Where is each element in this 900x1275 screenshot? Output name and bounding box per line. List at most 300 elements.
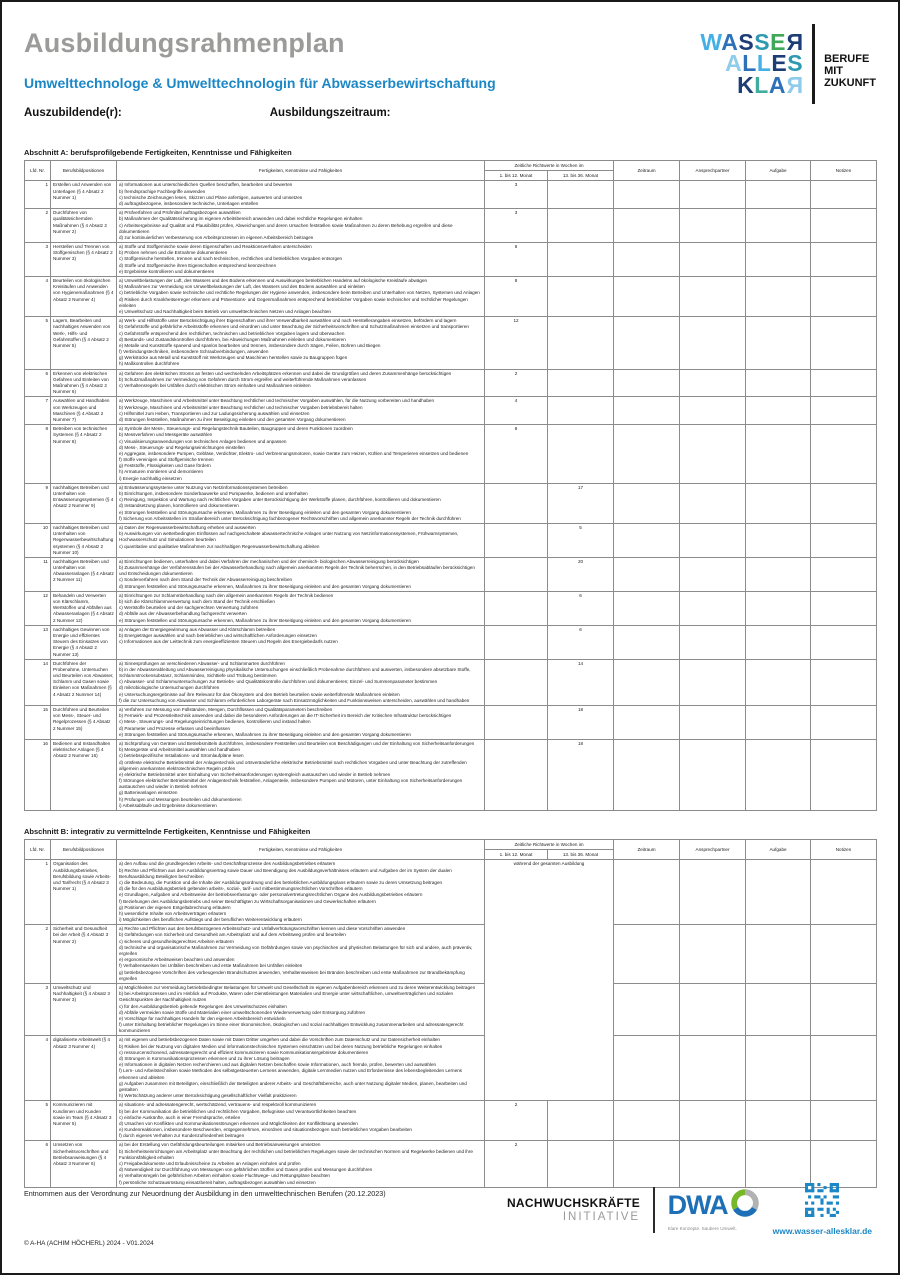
notizen-cell [811, 706, 877, 740]
weeks-first-year [485, 557, 548, 591]
ansprechpartner-cell [680, 983, 746, 1036]
skill-item: f) Stoffe vereinigen und Stoffgemische trennen [119, 457, 214, 463]
row-number: 2 [25, 925, 51, 984]
table-row [25, 523, 877, 557]
col-header-time-2: 13. bis 36. Monat [548, 850, 614, 860]
weeks-first-year [485, 523, 548, 557]
skill-item: b) Auswirkungen von wetterbedingten Einflüssen auf nachgeschaltete abwassertechnische Anlagen unter Nutzung von Netzinformationssystemen, Frühwarnsystemen, Hochwasserschutz und Simulationen beurteilen [119, 531, 459, 543]
row-number: 6 [25, 369, 51, 397]
weeks-later-years: 6 [548, 625, 614, 659]
weeks-first-year: 2 [485, 1141, 548, 1187]
skill-item: g) betriebsbezogene Vorschriften des vorbeugenden Brandschutzes anwenden, Verhaltensweisen bei Bränden beschreiben und erste Maßnahmen zur Brandbekämpfung ergreifen [119, 969, 465, 981]
row-number: 5 [25, 1101, 51, 1141]
ansprechpartner-cell [680, 369, 746, 397]
skill-item: a) bei der Erstellung von Gefährdungsbeurteilungen mitwirken und Betriebsanweisungen umsetzen [119, 1142, 321, 1148]
position-title: Bedienen und Instandhalten elektrischer Anlagen (§ 4 Absatz 2 Nummer 16) [51, 739, 117, 810]
training-period-label: Ausbildungszeitraum: [269, 107, 391, 119]
aufgabe-cell [746, 1036, 811, 1101]
logo-letter: E [771, 50, 788, 77]
skill-item: g) Aufgaben zusammen mit Beteiligten, einschließlich der Beteiligten anderer Arbeits- und Geschäftsbereiche, auch unter Nutzung digitaler Medien, planen, bearbeiten und gestalten [119, 1080, 467, 1092]
logo-letter: S [787, 50, 804, 77]
skill-item: i) Energie nachhaltig einsetzen [119, 475, 182, 481]
skills-list [117, 523, 485, 557]
position-title: nachhaltiges Betreiben und Unterhalten von Entwässerungssystemen (§ 4 Absatz 2 Nummer 9) [51, 483, 117, 523]
position-title: Betreiben von technischen Systemen (§ 4 Absatz 2 Nummer 8) [51, 425, 117, 484]
page-title: Ausbildungsrahmenplan [24, 28, 345, 58]
logo-letter: K [737, 71, 755, 98]
table-row [25, 706, 877, 740]
table-row [25, 739, 877, 810]
weeks-first-year: 2 [485, 1101, 548, 1141]
skills-list [117, 625, 485, 659]
skill-item: i) Möglichkeiten des beruflichen Aufstiegs und der beruflichen Weiterentwicklung erläutern [119, 917, 302, 923]
notizen-cell [811, 1101, 877, 1141]
initiative-line-2: INITIATIVE [562, 1211, 641, 1223]
row-number: 4 [25, 1036, 51, 1101]
logo-letter: W [700, 28, 722, 55]
skill-item: d) zur kontinuierlichen Verbesserung von Arbeitsprozessen im eigenen Arbeitsbereich beitragen [119, 234, 314, 240]
skill-item: e) elektrische Betriebsmittel unter Einhaltung von Sicherheitsanforderungen systemgleich austauschen und wieder in Betrieb nehmen [119, 771, 391, 777]
aufgabe-cell [746, 397, 811, 425]
zeitraum-cell [614, 397, 680, 425]
skill-item: c) Stoffgemische herstellen, trennen und nach technischen, rechtlichen und betrieblichen Vorgaben entsorgen [119, 256, 343, 262]
row-number: 10 [25, 523, 51, 557]
table-row [25, 625, 877, 659]
aufgabe-cell [746, 983, 811, 1036]
skill-item: c) sicheres und gesundheitsgerechtes Arbeiten erläutern [119, 938, 234, 944]
website-block [773, 1183, 872, 1236]
ansprechpartner-cell [680, 243, 746, 277]
notizen-cell [811, 209, 877, 243]
skills-list [117, 277, 485, 317]
col-header-time-1: 1. bis 12. Monat [485, 850, 548, 860]
weeks-first-year: 8 [485, 425, 548, 484]
weeks-later-years: 5 [548, 523, 614, 557]
skill-item: c) Freigabedokumente und Erlaubnisscheine zu Arbeiten an Anlagen einholen und prüfen [119, 1161, 301, 1166]
notizen-cell [811, 557, 877, 591]
ansprechpartner-cell [680, 483, 746, 523]
skill-item: b) Rechte und Pflichten aus dem Ausbildungsvertrag sowie Dauer und Beendigung des Ausbildungsverhältnisses erläutern und Aufgaben der im System der dualen Berufsausbildung Beteiligten beschreiben [119, 867, 452, 879]
skill-item: h) Armaturen montieren und demontieren [119, 469, 204, 475]
skill-item: g) Positionen der eigenen Entgeltabrechnung erläutern [119, 904, 231, 910]
position-title: Lagern, Bearbeiten und nachhaltiges Anwenden von Werk-, Hilfs- und Gefahrstoffen (§ 4 Absatz 2 Nummer 5) [51, 317, 117, 370]
skill-item: e) Störungen feststellen und Störungsursache erkennen, Maßnahmen zu ihrer Beseitigung einleiten und den gesamten Vorgang dokumentieren [119, 617, 411, 623]
skills-list [117, 706, 485, 740]
skills-list [117, 397, 485, 425]
skill-item: a) situations- und adressatengerecht, wertschätzend, vertrauens- und respektvoll kommunizieren [119, 1102, 317, 1108]
weeks-first-year [485, 659, 548, 705]
skill-item: a) Daten der Regenwasserbewirtschaftung erheben und auswerten [119, 524, 256, 530]
section-b-table [24, 839, 877, 1188]
skill-item: e) Aggregate, insbesondere Pumpen, Gebläse, Verdichter, Elektro- und Verbrennungsmotoren, sowie Geräte zum Heizen, Kühlen und Temperieren einsetzen und bedienen [119, 450, 469, 456]
position-title: Durchführen der Probenahme, Untersuchen und Beurteilen von Abwasser, Schlamm und Gasen sowie Einleiten von Maßnahmen (§ 4 Absatz 2 Nummer 14) [51, 659, 117, 705]
skill-item: c) betriebsspezifische Installations- und Stromlaufpläne lesen [119, 753, 244, 759]
skill-item: e) ergonomische Arbeitsweisen beachten und anwenden [119, 957, 235, 963]
aufgabe-cell [746, 317, 811, 370]
zeitraum-cell [614, 317, 680, 370]
ansprechpartner-cell [680, 860, 746, 925]
skills-list [117, 659, 485, 705]
skills-list [117, 1101, 485, 1141]
weeks-later-years: 18 [548, 739, 614, 810]
weeks-later-years: 14 [548, 659, 614, 705]
position-title: Umweltschutz und Nachhaltigkeit (§ 4 Absatz 3 Nummer 3) [51, 983, 117, 1036]
notizen-cell [811, 397, 877, 425]
notizen-cell [811, 983, 877, 1036]
skills-list [117, 739, 485, 810]
skill-item: f) persönliche Schutzausrüstung einsatzbereit halten, auftragsbezogen auswählen und einsetzen [119, 1179, 316, 1185]
ansprechpartner-cell [680, 209, 746, 243]
weeks-first-year [485, 625, 548, 659]
skill-item: d) Störungen feststellen, Maßnahmen zu ihrer Beseitigung einleiten und den gesamten Vorgang dokumentieren [119, 416, 346, 422]
skills-list [117, 317, 485, 370]
notizen-cell [811, 243, 877, 277]
position-title: digitalisierte Arbeitswelt (§ 4 Absatz 3 Nummer 4) [51, 1036, 117, 1101]
notizen-cell [811, 860, 877, 925]
skill-item: c) technische Zeichnungen lesen, Skizzen und Pläne anfertigen, auswerten und umsetzen [119, 194, 303, 200]
aufgabe-cell [746, 209, 811, 243]
weeks-first-year: 3 [485, 181, 548, 209]
skill-item: d) ortsfeste elektrische Betriebsmittel der Anlagentechnik und ortsveränderliche elektrische Betriebsmittel nach rechtlichen Vorgaben und unter Beachtung der zutreffenden allgemein anerkannten elektrotechnischen Regeln prüfen [119, 759, 467, 771]
aufgabe-cell [746, 1101, 811, 1141]
table-row [25, 317, 877, 370]
skill-item: d) Stoffe und Stoffgemische ihren Eigenschaften entsprechend kennzeichnen [119, 262, 277, 268]
weeks-later-years [548, 1101, 614, 1141]
position-title: Behandeln und Verwerten von Klärschlamm, Wertstoffen und Abfällen aus Abwasseranlagen (§ 4 Absatz 2 Nummer 12) [51, 591, 117, 625]
skill-item: c) quantitative und qualitative Maßnahmen zur nachhaltigen Regenwasserbewirtschaftung ableiten [119, 543, 320, 549]
nachwuchskraefte-initiative-logo [507, 1196, 640, 1223]
notizen-cell [811, 625, 877, 659]
notizen-cell [811, 369, 877, 397]
dwa-wordmark-row [668, 1188, 760, 1223]
skill-item: d) Ursachen von Konflikten und Kommunikationsstörungen erkennen und Möglichkeiten der Konfliktlösung anwenden [119, 1120, 358, 1126]
skill-item: e) Ergebnisse kontrollieren und dokumentieren [119, 268, 215, 274]
skill-item: d) Mess-, Steuerungs- und Regelungseinrichtungen einstellen [119, 444, 245, 450]
logo-letter: R [785, 28, 804, 55]
skill-item: a) Werk- und Hilfsstoffe unter Berücksichtigung ihrer Eigenschaften und ihrer Verwendbarkeit auswählen und nach Herstellerangaben einsetzen, befördern und lagern [119, 318, 457, 324]
skill-item: a) mit eigenen und betriebsbezogenen Daten sowie mit Daten Dritter umgehen und dabei die Vorschriften zum Datenschutz und zur Datensicherheit einhalten [119, 1037, 440, 1043]
aufgabe-cell [746, 425, 811, 484]
zeitraum-cell [614, 860, 680, 925]
skills-list [117, 557, 485, 591]
logo-letter: L [754, 71, 769, 98]
skill-item: c) Hilfsmittel zum Heben, Transportieren und zur Ladungssicherung auswählen und einsetzen [119, 410, 310, 416]
skill-item: f) Beziehungen des Ausbildungsbetriebs und seiner Beschäftigten zu Wirtschaftsorganisationen und Gewerkschaften erläutern [119, 898, 376, 904]
aufgabe-cell [746, 659, 811, 705]
skill-item: d) Parameter und Prozesse erfassen und beeinflussen [119, 725, 231, 731]
weeks-first-year [485, 591, 548, 625]
skill-item: c) Visualisierungsanwendungen von technischen Anlagen bedienen und anpassen [119, 438, 287, 444]
row-number: 16 [25, 739, 51, 810]
col-header-time-group: Zeitliche Richtwerte in Wochen im [485, 161, 614, 171]
zeitraum-cell [614, 925, 680, 984]
skill-item: b) Werkzeuge, Maschinen und Arbeitsmittel unter Beachtung rechtlicher und technischer Vorgaben betriebsbereit halten [119, 404, 363, 410]
col-header-aufgabe: Aufgabe [746, 161, 811, 181]
skill-item: a) Gefahren des elektrischen Stroms an festen und wechselnden Arbeitsplätzen erkennen und dabei die Grundgrößen und deren Zusammenhänge berücksichtigen [119, 370, 452, 376]
table-row [25, 925, 877, 984]
skill-item: h) Wertschätzung anderer unter Berücksichtigung gesellschaftlicher Vielfalt praktizieren [119, 1093, 297, 1099]
aufgabe-cell [746, 625, 811, 659]
skills-list [117, 425, 485, 484]
notizen-cell [811, 483, 877, 523]
skill-item: a) Anlagen der Energiegewinnung aus Abwasser und Klärschlamm betreiben [119, 626, 276, 632]
col-header-skills: Fertigkeiten, Kenntnisse und Fähigkeiten [117, 161, 485, 181]
ansprechpartner-cell [680, 181, 746, 209]
weeks-later-years [548, 369, 614, 397]
skill-item: b) Gefährdungen von Sicherheit und Gesundheit am Arbeitsplatz und auf dem Arbeitsweg prüfen und beurteilen [119, 932, 346, 938]
weeks-later-years: 20 [548, 557, 614, 591]
notizen-cell [811, 277, 877, 317]
aufgabe-cell [746, 557, 811, 591]
skill-item: h) Prüfungen und Messungen beurteilen und dokumentieren [119, 796, 242, 802]
col-header-ansprechpartner: Ansprechpartner [680, 840, 746, 860]
ansprechpartner-cell [680, 557, 746, 591]
zeitraum-cell [614, 739, 680, 810]
skill-item: c) Sonderverfahren nach dem Stand der Technik der Abwasserreinigung beschreiben [119, 577, 293, 583]
weeks-later-years [548, 397, 614, 425]
skill-item: b) Maßnahmen der Qualitätssicherung im eigenen Arbeitsbereich anwenden und dabei rechtliche Regelungen einhalten [119, 216, 363, 222]
skill-item: e) Informationen in digitalen Netzen recherchieren und aus digitalen Netzen beschaffen sowie Informationen, auch fremde, prüfen, bewerten und auswählen [119, 1062, 437, 1068]
logo-wordmark [700, 28, 804, 98]
weeks-first-year [485, 706, 548, 740]
col-header-time-2: 13. bis 36. Monat [548, 171, 614, 181]
weeks-first-year: 3 [485, 209, 548, 243]
skill-item: i) Arbeitsabläufe und Ergebnisse dokumentieren [119, 802, 217, 808]
table-row [25, 209, 877, 243]
logo-letter: R [785, 71, 804, 98]
page-subtitle: Umwelttechnologe & Umwelttechnologin für Abwasserbewirtschaftung [24, 75, 496, 91]
zeitraum-cell [614, 625, 680, 659]
notizen-cell [811, 181, 877, 209]
skills-list [117, 860, 485, 925]
zeitraum-cell [614, 425, 680, 484]
source-note: Entnommen aus der Verordnung zur Neuordnung der Ausbildung in den umwelttechnischen Berufen (20.12.2023) [24, 1189, 386, 1198]
zeitraum-cell [614, 483, 680, 523]
skill-item: b) Schutzmaßnahmen zur Vermeidung von Gefahren durch Strom ergreifen und weiterführende Maßnahmen veranlassen [119, 376, 367, 382]
col-header-notizen: Notizen [811, 840, 877, 860]
zeitraum-cell [614, 243, 680, 277]
aufgabe-cell [746, 523, 811, 557]
weeks-first-year [485, 483, 548, 523]
skills-list [117, 243, 485, 277]
skill-item: f) Sicherung von Arbeitsstellen im Straßenbereich unter Berücksichtigung fachbezogener Rechtsvorschriften und allgemein anerkannter Regeln der Technik durchführen [119, 515, 461, 521]
skill-item: c) die Bedeutung, die Funktion und die Inhalte der Ausbildungsordnung und des betrieblichen Ausbildungsplans erläutern sowie zu deren Umsetzung beitragen [119, 879, 443, 885]
footer-logos [507, 1183, 872, 1236]
notizen-cell [811, 659, 877, 705]
table-row [25, 983, 877, 1036]
skill-item: c) Wertstoffe beurteilen und der sachgerechten Verwertung zuführen [119, 605, 259, 611]
skill-item: b) sich die Klärschlammverwertung nach dem Stand der Technik erschließen [119, 599, 275, 604]
copyright-note: © A-HA (ACHIM HÖCHERL) 2024 - V01.2024 [24, 1240, 154, 1247]
website-link[interactable]: www.wasser-allesklar.de [772, 1226, 872, 1236]
skill-item: e) Metalle und Kunststoffe spanend und spanlos bearbeiten und trennen, insbesondere durch Sägen, Feilen, Bohren und Biegen [119, 342, 381, 348]
notizen-cell [811, 1036, 877, 1101]
aufgabe-cell [746, 706, 811, 740]
logo-letter: E [770, 28, 786, 55]
zeitraum-cell [614, 181, 680, 209]
aufgabe-cell [746, 243, 811, 277]
ansprechpartner-cell [680, 523, 746, 557]
skill-item: b) Proben nehmen und die Entnahme dokumentieren [119, 250, 228, 256]
zeitraum-cell [614, 706, 680, 740]
col-header-zeitraum: Zeitraum [614, 161, 680, 181]
skill-item: b) in der Abwasserableitung und Abwasserreinigung physikalische Untersuchungen einschließlich Probenahme durchführen und auswerten, insbesondere absetzbare Stoffe, Schlammtrockensubstanz, Schlammindex, Sichttiefe und Trübung bestimmen [119, 666, 471, 679]
position-title: Erstellen und Anwenden von Unterlagen (§ 4 Absatz 2 Nummer 1) [51, 181, 117, 209]
weeks-later-years [548, 317, 614, 370]
zeitraum-cell [614, 369, 680, 397]
fill-in-labels [24, 107, 496, 119]
skill-item: d) die für den Ausbildungsbetrieb geltenden arbeits-, sozial-, tarif- und mitbestimmungsrechtlichen Vorschriften erläutern [119, 886, 363, 892]
position-title: Auswählen und Handhaben von Werkzeugen und Maschinen (§ 4 Absatz 2 Nummer 7) [51, 397, 117, 425]
skill-item: f) Lern- und Arbeitstechniken sowie Methoden des selbstgesteuerten Lernens anwenden, digitale Lernmedien nutzen und Erfordernisse des lebensbegleitenden Lernens erkennen und ableiten [119, 1068, 462, 1080]
skill-item: a) Prüfverfahren und Prüfmittel auftragsbezogen auswählen [119, 210, 241, 216]
skill-item: a) den Aufbau und die grundlegenden Arbeits- und Geschäftsprozesse des Ausbildungsbetriebes erläutern [119, 861, 336, 867]
row-number: 14 [25, 659, 51, 705]
skill-item: c) ressourcenschonend, adressatengerecht und effizient kommunizieren sowie Kommunikationsergebnisse dokumentieren [119, 1049, 369, 1055]
skill-item: d) Störungen in Kommunikationsprozessen erkennen und zu ihrer Lösung beitragen [119, 1056, 290, 1061]
skill-item: a) Symbole der Mess-, Steuerungs- und Regelungstechnik Bauteilen, Baugruppen und deren Funktionen zuordnen [119, 426, 353, 432]
position-title: Herstellen und Trennen von Stoffgemischen (§ 4 Absatz 2 Nummer 3) [51, 243, 117, 277]
skill-item: e) Störungen feststellen und Störungsursache erkennen, Maßnahmen zu ihrer Beseitigung einleiten und den gesamten Vorgang dokumentieren [119, 509, 411, 515]
skills-list [117, 1036, 485, 1101]
skills-list [117, 591, 485, 625]
skill-item: c) Gefahrstoffe entsprechend den rechtlichen, technischen und betrieblichen Vorgaben lagern und überwachen [119, 330, 345, 336]
skill-item: b) Energieträger auswählen und nach betrieblichen und wirtschaftlichen Anforderungen einsetzen [119, 632, 317, 638]
row-number: 9 [25, 483, 51, 523]
wasser-alles-klar-logo [700, 20, 876, 104]
ansprechpartner-cell [680, 706, 746, 740]
skill-item: c) einfache Auskünfte, auch in einer Fremdsprache, erteilen [119, 1114, 241, 1120]
table-row [25, 1036, 877, 1101]
zeitraum-cell [614, 591, 680, 625]
weeks-later-years: 6 [548, 591, 614, 625]
position-title: Durchführen und Beurteilen von Mess-, Steuer- und Regelprozessen (§ 4 Absatz 2 Nummer 15) [51, 706, 117, 740]
aufgabe-cell [746, 925, 811, 984]
notizen-cell [811, 739, 877, 810]
weeks-later-years: 18 [548, 706, 614, 740]
notizen-cell [811, 523, 877, 557]
logo-letter: A [725, 50, 743, 77]
skill-item: a) Entwässerungssysteme unter Nutzung von Netzinformationssystemen betreiben [119, 484, 288, 490]
trainee-label: Auszubildende(r): [24, 107, 122, 119]
zeitraum-cell [614, 277, 680, 317]
table-row [25, 397, 877, 425]
skills-list [117, 983, 485, 1036]
skill-item: b) bei Arbeitsprozessen und im Hinblick auf Produkte, Waren oder Dienstleistungen Materialien und Energie unter wirtschaftlichen, umweltverträglichen und sozialen Gesichtspunkten der Nachhaltigkeit nutzen [119, 991, 454, 1003]
dwa-tagline: Klare Konzepte. Saubere Umwelt. [667, 1226, 737, 1231]
logo-letter: A [768, 71, 786, 98]
skill-item: d) Notwendigkeit zur Durchführung von Messungen von gefährlichen Stoffen und Gasen prüfen und Messungen durchführen [119, 1167, 373, 1173]
aufgabe-cell [746, 860, 811, 925]
skill-item: f) Verbindungstechniken, insbesondere Schraubverbindungen, anwenden [119, 349, 269, 355]
skill-item: d) Instandsetzung planen, kontrollieren und dokumentieren [119, 503, 239, 509]
skill-item: b) Zusammenhänge der Verfahrensstufen bei der Abwasserbehandlung nach allgemein anerkannten Regeln der Technik beherrschen, in den Betriebsabläufen berücksichtigen und Entscheidungen dokumentieren [119, 565, 475, 577]
row-number: 3 [25, 243, 51, 277]
footer-divider [653, 1187, 655, 1233]
weeks-first-year: 2 [485, 369, 548, 397]
skill-item: a) Sichtprüfung von Geräten und Betriebsmitteln durchführen, insbesondere Feststellen und Beurteilen von Beschädigungen und der Einhaltung von Sicherheitsanforderungen [119, 740, 475, 746]
zeitraum-cell [614, 1101, 680, 1141]
ansprechpartner-cell [680, 1036, 746, 1101]
skill-item: c) Reinigung, Inspektion und Wartung nach rechtlichen Vorgaben unter Berücksichtigung der Werkstoffe planen, durchführen, kontrollieren und dokumentieren [119, 497, 441, 503]
notizen-cell [811, 925, 877, 984]
weeks-later-years [548, 181, 614, 209]
skill-item: a) Einrichtungen bedienen, unterhalten und dabei Verfahren der mechanischen und der chemisch- biologischen Abwasserreinigung berücksichtigen [119, 558, 419, 564]
skill-item: a) Möglichkeiten zur Vermeidung betriebsbedingter Belastungen für Umwelt und Gesellschaft im eigenen Aufgabenbereich erkennen und zu deren Weiterentwicklung beitragen [119, 984, 476, 990]
skill-item: b) Gefahrstoffe und gefährliche Arbeitsstoffe erkennen und einordnen und unter Beachtung der Sicherheitsvorschriften und Schutzmaßnahmen einsetzen und transportieren [119, 324, 469, 330]
col-header-notizen: Notizen [811, 161, 877, 181]
zeitraum-cell [614, 523, 680, 557]
skill-item: d) mikrobiologische Untersuchungen durchführen [119, 685, 220, 691]
skills-list [117, 209, 485, 243]
skill-item: c) Verhaltensregeln bei Unfällen durch elektrischen Strom einhalten und Maßnahmen einleiten [119, 383, 311, 388]
position-title: Beurteilen von ökologischen Kreisläufen und Anwenden von Hygienemaßnahmen (§ 4 Absatz 2 Nummer 4) [51, 277, 117, 317]
skill-item: e) Grundlagen, Aufgaben und Arbeitsweise der betriebsverfassungs- oder personalvertretungsrechtlichen Organe des Ausbildungsbetriebes erläutern [119, 892, 423, 898]
zeitraum-cell [614, 983, 680, 1036]
skill-item: b) Einrichtungen, insbesondere Sonderbauwerke und Pumpwerke, bedienen und unterhalten [119, 491, 308, 496]
table-row [25, 860, 877, 925]
skill-item: b) fremdsprachige Fachbegriffe anwenden [119, 188, 206, 194]
skill-item: a) Werkzeuge, Maschinen und Arbeitsmittel unter Beachtung rechtlicher und technischer Vorgaben auswählen, für die Nutzung vorbereiten und handhaben [119, 398, 435, 404]
logo-letter: S [754, 28, 771, 55]
ansprechpartner-cell [680, 591, 746, 625]
qr-code-icon [805, 1183, 839, 1222]
col-header-zeitraum: Zeitraum [614, 840, 680, 860]
row-number: 7 [25, 397, 51, 425]
position-title: nachhaltiges Gewinnen von Energie und effizientes Steuern des Einsatzes von Energie (§ 4 Absatz 2 Nummer 13) [51, 625, 117, 659]
skills-list [117, 483, 485, 523]
skill-item: f) Verhaltensweisen bei Unfällen beschreiben und erste Maßnahmen bei Unfällen einleiten [119, 963, 303, 969]
row-number: 11 [25, 557, 51, 591]
skill-item: e) Kundenreaktionen, insbesondere Beschwerden, entgegennehmen, einordnen und situationsbezogen nach betrieblichen Vorgaben bearbeiten [119, 1127, 412, 1133]
skill-item: h) wesentliche Inhalte von Arbeitsverträgen erläutern [119, 910, 227, 916]
zeitraum-cell [614, 1036, 680, 1101]
logo-row [700, 71, 804, 98]
claim-line: MIT [824, 64, 844, 77]
row-number: 2 [25, 209, 51, 243]
skill-item: a) Stoffe und Stoffgemische sowie deren Eigenschaften und Reaktionsverhalten unterscheiden [119, 244, 312, 250]
skill-item: b) Messgeräte und Arbeitsmittel auswählen und handhaben [119, 747, 241, 753]
col-header-position: Berufsbildpositionen [51, 840, 117, 860]
skill-item: e) Umweltschutz und Nachhaltigkeit beim Betrieb von umwelttechnischen Netzen und Anlagen beachten [119, 308, 331, 314]
weeks-first-year: 4 [485, 397, 548, 425]
col-header-aufgabe: Aufgabe [746, 840, 811, 860]
skill-item: b) Maßnahmen zur Vermeidung von Umweltbelastungen der Luft, des Wassers und des Bodens auswählen und einleiten [119, 284, 365, 290]
skill-item: g) Feststoffe, Flüssigkeiten und Gase fördern [119, 463, 211, 469]
skill-item: a) Sinnesprüfungen an verschiedenen Abwasser- und Schlammarten durchführen [119, 660, 285, 666]
skill-item: d) Risiken durch Krankheitserreger erkennen und Präventions- und Gegenmaßnahmen entsprechend betrieblicher Vorgaben sowie technischer und rechtlicher Regelungen einleiten [119, 296, 468, 308]
row-number: 8 [25, 425, 51, 484]
skill-item: b) Sicherheitseinrichtungen am Arbeitsplatz unter Beachtung der rechtlichen und betrieblichen Regelungen sowie der technischen Normen und Regelwerke bedienen und ihre Funktionsfähigkeit erhalten [119, 1148, 473, 1160]
table-row [25, 1101, 877, 1141]
table-row [25, 591, 877, 625]
position-title: Umsetzen von Sicherheitsvorschriften und Betriebsanweisungen (§ 4 Absatz 3 Nummer 6) [51, 1141, 117, 1187]
zeitraum-cell [614, 209, 680, 243]
skill-item: a) Umweltbelastungen der Luft, des Wassers und des Bodens erkennen und Auswirkungen betrieblichen Handelns auf ökologische Kreisläufe abwägen [119, 278, 428, 283]
skill-item: e) Untersuchungsergebnisse auf ihre Relevanz für das Ökosystem und den Betrieb beurteilen sowie weiterführende Maßnahmen einleiten [119, 691, 400, 697]
document-header [24, 20, 876, 138]
aufgabe-cell [746, 739, 811, 810]
skill-item: e) Vorschläge für nachhaltiges Handeln für den eigenen Arbeitsbereich entwickeln [119, 1015, 286, 1021]
skill-item: d) technische und organisatorische Maßnahmen zur Vermeidung von Gefährdungen sowie von psychischen und physischen Belastungen für sich und andere, auch präventiv, ergreifen [119, 944, 473, 956]
weeks-span-note: während der gesamten Ausbildung [485, 860, 614, 1101]
skill-item: a) Informationen aus unterschiedlichen Quellen beschaffen, bearbeiten und bewerten [119, 182, 293, 188]
skill-item: h) Maßkontrollen durchführen [119, 361, 180, 367]
weeks-first-year: 8 [485, 277, 548, 317]
skill-item: c) Abwasser- und Schlammuntersuchungen zur Betriebs- und Qualitätskontrolle durchführen und dokumentieren; Einzel- und Summenparameter bestimmen [119, 679, 438, 685]
position-title: nachhaltiges Betreiben und Unterhalten von Abwasseranlagen (§ 4 Absatz 2 Nummer 11) [51, 557, 117, 591]
notizen-cell [811, 591, 877, 625]
